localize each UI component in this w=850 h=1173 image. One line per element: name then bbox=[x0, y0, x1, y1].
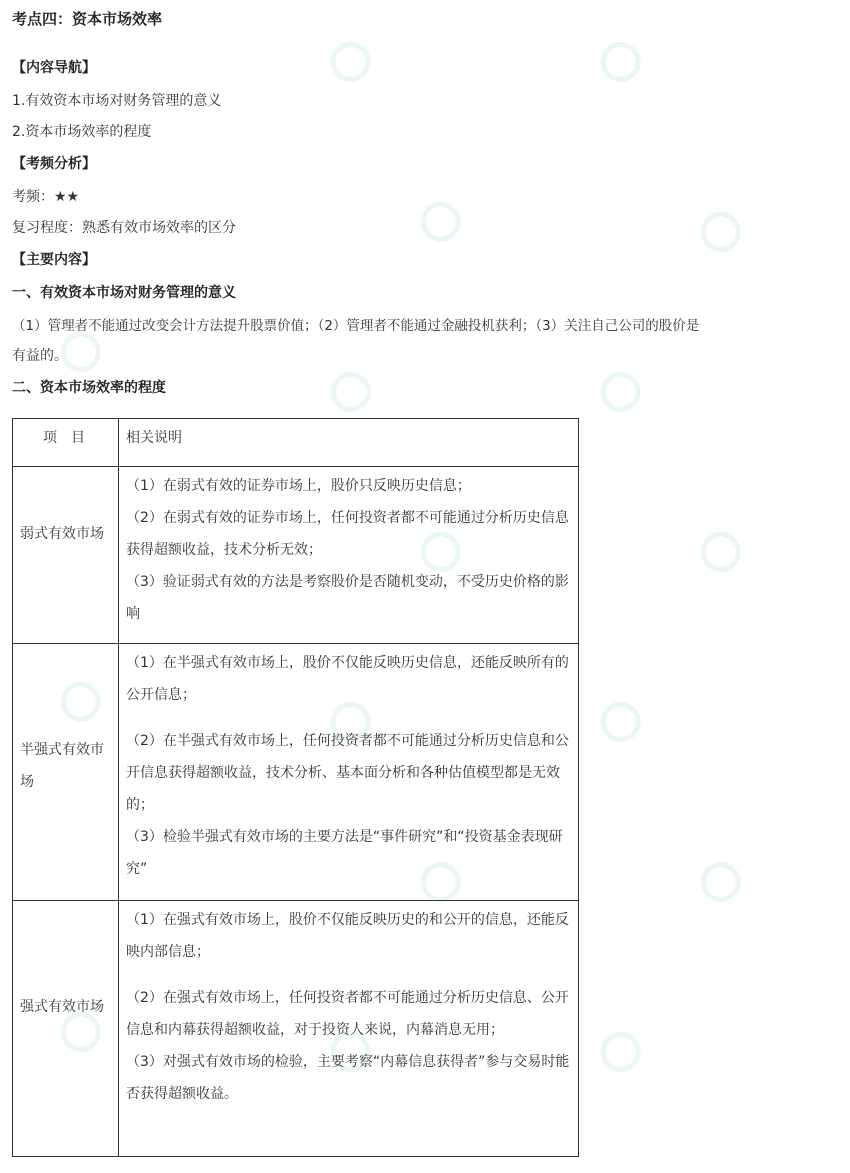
watermark-logo bbox=[593, 30, 654, 90]
watermark-logo bbox=[693, 200, 754, 260]
review-text: 复习程度：熟悉有效市场效率的区分 bbox=[12, 220, 236, 236]
desc-line: （1）在弱式有效的证券市场上，股价只反映历史信息； bbox=[126, 478, 471, 494]
desc-line: （2）在半强式有效市场上，任何投资者都不可能通过分析历史信息和公开信息获得超额收益，技术分析、基本面分析和各种估值模型都是无效的； bbox=[126, 733, 569, 813]
table-row-item: 半强式有效市场 bbox=[20, 742, 104, 790]
page-title: 考点四：资本市场效率 bbox=[12, 10, 163, 28]
table-divider bbox=[118, 418, 119, 1157]
watermark-logo bbox=[593, 690, 654, 750]
watermark-logo bbox=[693, 850, 754, 910]
table-row-divider bbox=[12, 466, 579, 467]
nav-heading: 【内容导航】 bbox=[12, 60, 96, 76]
main-heading: 【主要内容】 bbox=[12, 252, 96, 268]
desc-line: （3）对强式有效市场的检验，主要考察“内幕信息获得者”参与交易时能否获得超额收益。 bbox=[126, 1054, 570, 1102]
section1-line: （1）管理者不能通过改变会计方法提升股票价值；（2）管理者不能通过金融投机获利；（3）关注自己公司的股价是 bbox=[12, 318, 700, 334]
watermark-logo bbox=[323, 30, 384, 90]
table-row-desc bbox=[126, 647, 574, 885]
desc-line: （1）在强式有效市场上，股价不仅能反映历史的和公开的信息，还能反映内部信息； bbox=[126, 912, 569, 960]
watermark-logo bbox=[323, 360, 384, 420]
watermark-logo bbox=[413, 190, 474, 250]
section1-title: 一、有效资本市场对财务管理的意义 bbox=[12, 285, 236, 301]
watermark-logo bbox=[593, 360, 654, 420]
table-row-divider bbox=[12, 643, 579, 644]
table-row-item: 弱式有效市场 bbox=[20, 526, 104, 542]
desc-line: （2）在弱式有效的证券市场上，任何投资者都不可能通过分析历史信息获得超额收益，技术分析无效； bbox=[126, 510, 569, 558]
section1-line: 有益的。 bbox=[12, 348, 68, 364]
desc-line: （1）在半强式有效市场上，股价不仅能反映历史信息，还能反映所有的公开信息； bbox=[126, 655, 569, 703]
watermark-logo bbox=[593, 1020, 654, 1080]
nav-item: 1.有效资本市场对财务管理的意义 bbox=[12, 93, 222, 109]
desc-line: （2）在强式有效市场上，任何投资者都不可能通过分析历史信息、公开信息和内幕获得超额收益，对于投资人来说，内幕消息无用； bbox=[126, 990, 569, 1038]
desc-line: （3）验证弱式有效的方法是考察股价是否随机变动，不受历史价格的影响 bbox=[126, 574, 569, 622]
nav-item: 2.资本市场效率的程度 bbox=[12, 124, 152, 140]
frequency-text: 考频：★★ bbox=[12, 189, 80, 205]
watermark-logo bbox=[693, 520, 754, 580]
desc-line: （3）检验半强式有效市场的主要方法是“事件研究”和“投资基金表现研究” bbox=[126, 829, 563, 877]
table-row-desc bbox=[126, 904, 574, 1110]
table-header-desc: 相关说明 bbox=[126, 430, 182, 446]
section2-title: 二、资本市场效率的程度 bbox=[12, 380, 166, 396]
table-row-divider bbox=[12, 900, 579, 901]
table-row-item: 强式有效市场 bbox=[20, 999, 104, 1015]
table-header-item: 项 目 bbox=[43, 430, 85, 446]
analysis-heading: 【考频分析】 bbox=[12, 156, 96, 172]
table-row-desc bbox=[126, 470, 574, 630]
